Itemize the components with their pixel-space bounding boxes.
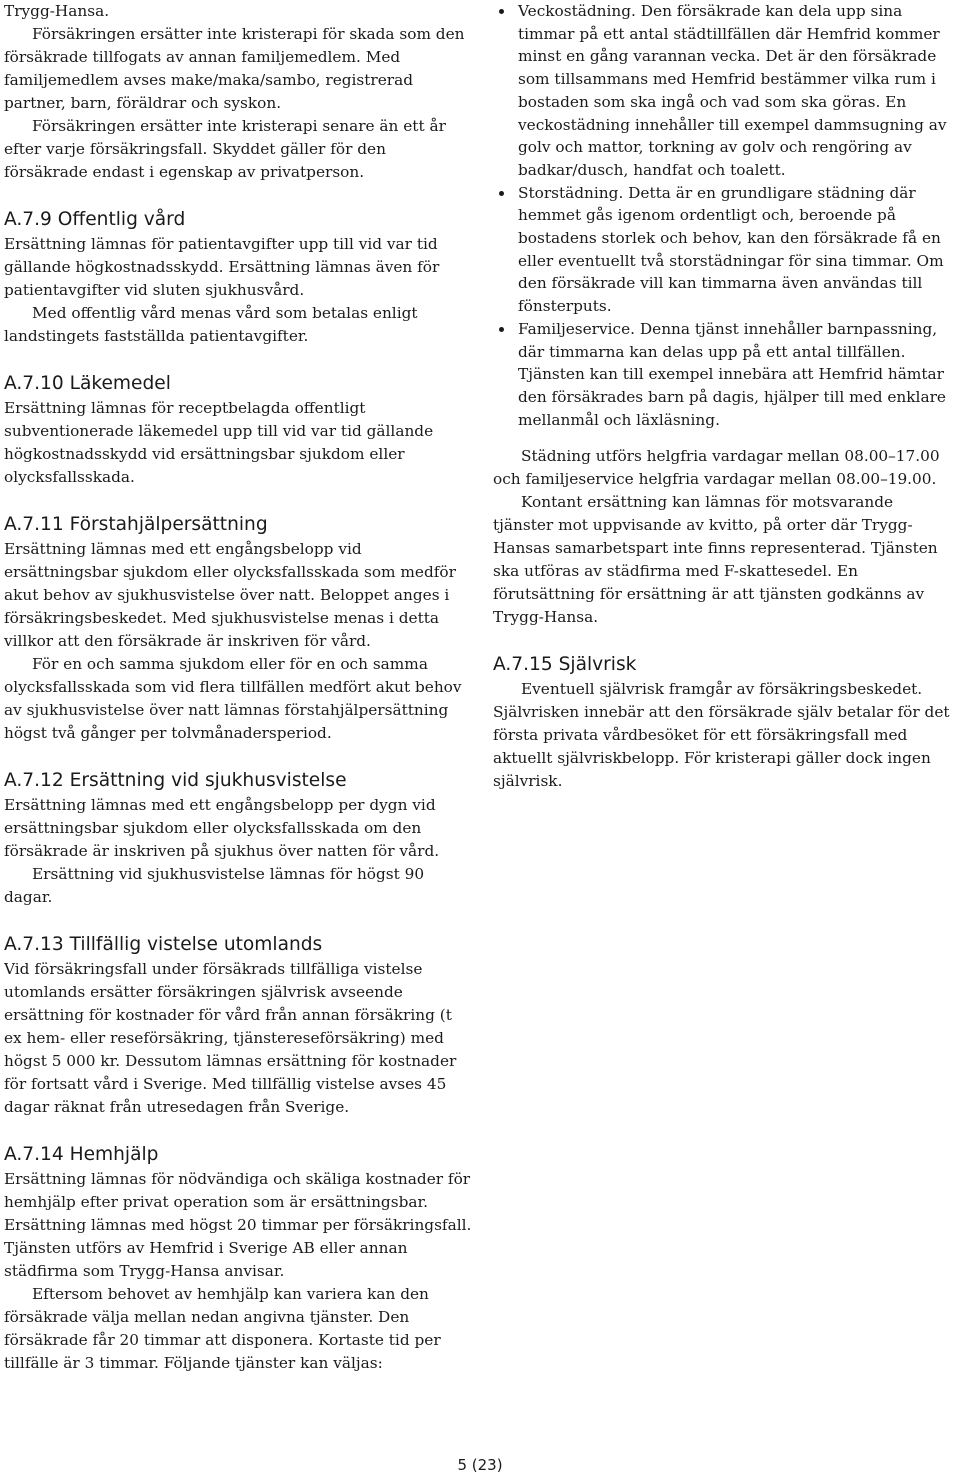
list-item [493,182,955,318]
paragraph: Ersättning lämnas med ett engångsbelopp vid ersättningsbar sjukdom eller olycksfallsskada som medför akut behov av sjukhusvistelse över natt. Beloppet anges i försäkringsbeskedet. Med sjukhusvistelse menas i detta villkor att den försäkrade är inskriven för vård. [4,540,456,650]
bullet-icon [499,191,504,196]
paragraph: Ersättning lämnas med ett engångsbelopp per dygn vid ersättningsbar sjukdom eller olycksfallsskada om den försäkrade är inskriven på sjukhus över natten för vård. [4,796,440,860]
paragraph: Städning utförs helgfria vardagar mellan 08.00–17.00 och familjeservice helgfria vardagar mellan 08.00–19.00. [493,447,940,489]
section [4,370,474,489]
paragraph: Med offentlig vård menas vård som betalas enligt landstingets fastställda patientavgifter. [4,304,418,345]
section [4,1141,474,1375]
paragraph: Ersättning lämnas för patientavgifter upp till vid var tid gällande högkostnadsskydd. Ersättning lämnas även för patientavgifter vid sluten sjukhusvård. [4,235,440,299]
paragraph: Ersättning vid sjukhusvistelse lämnas för högst 90 dagar. [4,865,425,906]
section [4,206,474,348]
section [4,767,474,909]
page-number: 5 (23) [457,1456,503,1474]
paragraph: Trygg-Hansa. [4,2,110,20]
section-heading: A.7.9 Offentlig vård [4,209,186,230]
paragraph: Försäkringen ersätter inte kristerapi senare än ett år efter varje försäkringsfall. Skyddet gäller för den försäkrade endast i egenskap av privatperson. [4,117,446,181]
section [4,931,474,1119]
list-item-text: Storstädning. Detta är en grundligare städning där hemmet gås igenom ordentligt och, beroende på bostadens storlek och behov, kan den försäkrade få en eller eventuellt två storstädningar för sina timmar. Om den försäkrade vill kan timmarna även användas till fönsterputs. [518,183,944,316]
section-heading: A.7.12 Ersättning vid sjukhusvistelse [4,770,347,791]
bullet-icon [499,9,504,14]
service-list [493,0,955,431]
list-item-text: Veckostädning. Den försäkrade kan dela upp sina timmar på ett antal städtillfällen där Hemfrid kommer minst en gång varannan vecka. Det är den försäkrade som tillsammans med Hemfrid bestämmer vilka rum i bostaden som ska ingå och vad som ska göras. En veckostädning innehåller till exempel dammsugning av golv och mattor, torkning av golv och rengöring av badkar/dusch, handfat och toalett. [518,2,947,179]
list-item [493,318,955,432]
section-heading: A.7.11 Förstahjälpersättning [4,514,268,535]
section [4,511,474,745]
paragraph: Eftersom behovet av hemhjälp kan variera kan den försäkrade välja mellan nedan angivna tjänster. Den försäkrade får 20 timmar att disponera. Kortaste tid per tillfälle är 3 timmar. Följande tjänster kan väljas: [4,1285,441,1372]
paragraph: Ersättning lämnas för nödvändiga och skäliga kostnader för hemhjälp efter privat operation som är ersättningsbar. Ersättning lämnas med högst 20 timmar per försäkringsfall. Tjänsten utförs av Hemfrid i Sverige AB eller annan städfirma som Trygg-Hansa anvisar. [4,1170,472,1280]
list-item [493,0,955,182]
list-item-text: Familjeservice. Denna tjänst innehåller barnpassning, där timmarna kan delas upp på ett antal tillfällen. Tjänsten kan till exempel innebära att Hemfrid hämtar den försäkrades barn på dagis, hjälper till med enklare mellanmål och läxläsning. [518,319,946,429]
bullet-icon [499,327,504,332]
service-notes [493,445,955,629]
paragraph: Försäkringen ersätter inte kristerapi för skada som den försäkrade tillfogats av annan familjemedlem. Med familjemedlem avses make/maka/sambo, registrerad partner, barn, föräldrar och syskon. [4,25,465,112]
paragraph: Ersättning lämnas för receptbelagda offentligt subventionerade läkemedel upp till vid var tid gällande högkostnadsskydd vid ersättningsbar sjukdom eller olycksfallsskada. [4,399,434,486]
section-heading: A.7.15 Självrisk [493,654,637,676]
section-heading: A.7.13 Tillfällig vistelse utomlands [4,934,323,955]
left-column [4,0,474,1375]
paragraph: Kontant ersättning kan lämnas för motsvarande tjänster mot uppvisande av kvitto, på orter där Trygg-Hansas samarbetspart inte finns representerad. Tjänsten ska utföras av städfirma med F-skattesedel. En förutsättning för ersättning är att tjänsten godkänns av Trygg-Hansa. [493,493,938,627]
section [493,651,955,793]
right-column [493,0,955,793]
section-heading: A.7.10 Läkemedel [4,373,171,394]
paragraph: Eventuell självrisk framgår av försäkringsbeskedet. Självrisken innebär att den försäkrade själv betalar för det första privata vårdbesöket för ett försäkringsfall med aktuellt självriskbelopp. För kristerapi gäller dock ingen självrisk. [493,680,950,791]
paragraph: För en och samma sjukdom eller för en och samma olycksfallsskada som vid flera tillfällen medfört akut behov av sjukhusvistelse över natt lämnas förstahjälpersättning högst två gånger per tolvmånadersperiod. [4,655,462,742]
paragraph: Vid försäkringsfall under försäkrads tillfälliga vistelse utomlands ersätter försäkringen självrisk avseende ersättning för kostnader för vård från annan försäkring (t ex hem- eller reseförsäkring, tjänstereseförsäkring) med högst 5 000 kr. Dessutom lämnas ersättning för kostnader för fortsatt vård i Sverige. Med tillfällig vistelse avses 45 dagar räknat från utresedagen från Sverige. [4,960,457,1116]
section-heading: A.7.14 Hemhjälp [4,1144,159,1165]
